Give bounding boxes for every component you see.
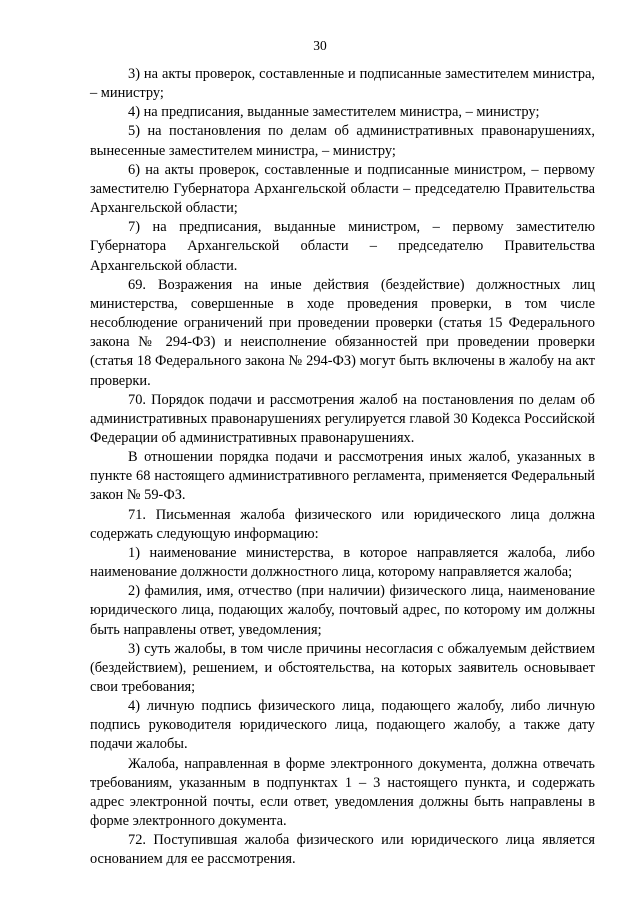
document-body: [90, 65, 595, 870]
paragraph-clause-71-item-2: 2) фамилия, имя, отчество (при наличии) физического лица, наименование юридического лица, подающих жалобу, почтовый адрес, по которому им должны быть направлены ответ, уведомления;: [90, 583, 595, 638]
paragraph-clause-69: 69. Возражения на иные действия (бездействие) должностных лиц министерства, совершенные в ходе проведения проверки, в том числе несоблюдение ограничений при проведении проверки (статья 15 Федерального закона № 294-ФЗ) и неисполнение обязанностей при проведении проверки (статья 18 Федерального закона № 294-ФЗ) могут быть включены в жалобу на акт проверки.: [90, 276, 595, 389]
paragraph-item-5-resolutions: 5) на постановления по делам об административных правонарушениях, вынесенные заместителем министра, – министру;: [90, 123, 595, 159]
paragraph-clause-71-electronic: Жалоба, направленная в форме электронного документа, должна отвечать требованиям, указанным в подпунктах 1 – 3 настоящего пункта, и содержать адрес электронной почты, если ответ, уведомления должны быть направлены в форме электронного документа.: [90, 755, 595, 830]
paragraph-clause-71-item-3: 3) суть жалобы, в том числе причины несогласия с обжалуемым действием (бездействием), решением, и обстоятельства, на которых заявитель основывает свои требования;: [90, 640, 595, 695]
paragraph-clause-70: 70. Порядок подачи и рассмотрения жалоб на постановления по делам об административных правонарушениях регулируется главой 30 Кодекса Российской Федерации об административных правонарушениях.: [90, 391, 595, 446]
paragraph-item-7-prescriptions-minister: 7) на предписания, выданные министром, – первому заместителю Губернатора Архангельской области – председателю Правительства Архангельской области.: [90, 219, 595, 274]
paragraph-item-6-acts-minister: 6) на акты проверок, составленные и подписанные министром, – первому заместителю Губернатора Архангельской области – председателю Правительства Архангельской области;: [90, 161, 595, 217]
paragraph-clause-71: 71. Письменная жалоба физического или юридического лица должна содержать следующую информацию:: [90, 506, 595, 542]
paragraph-clause-70-continued: В отношении порядка подачи и рассмотрения иных жалоб, указанных в пункте 68 настоящего административного регламента, применяется Федеральный закон № 59-ФЗ.: [90, 449, 595, 504]
paragraph-item-4-prescriptions: 4) на предписания, выданные заместителем министра, – министру;: [128, 104, 540, 121]
page-number: 30: [313, 38, 327, 53]
paragraph-clause-71-item-1: 1) наименование министерства, в которое направляется жалоба, либо наименование должности должностного лица, которому направляется жалоба;: [90, 544, 595, 581]
paragraph-clause-72: 72. Поступившая жалоба физического или юридического лица является основанием для ее рассмотрения.: [90, 832, 595, 868]
paragraph-item-3-acts: 3) на акты проверок, составленные и подписанные заместителем министра, – министру;: [90, 66, 595, 102]
paragraph-clause-71-item-4: 4) личную подпись физического лица, подающего жалобу, либо личную подпись руководителя юридического лица, подающего жалобу, а также дату подачи жалобы.: [90, 698, 595, 753]
